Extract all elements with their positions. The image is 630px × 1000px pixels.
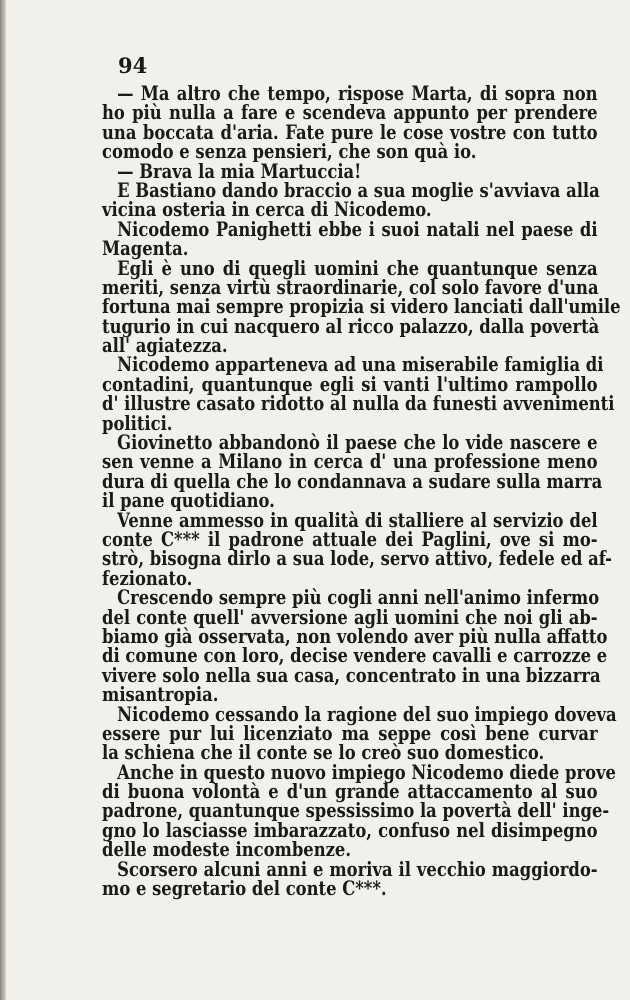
text-line: meriti, senza virtù straordinarie, col solo favore d'una bbox=[102, 275, 599, 299]
page-edge bbox=[0, 0, 6, 1000]
text-line: Anche in questo nuovo impiego Nicodemo diede prove bbox=[117, 760, 616, 784]
text-line: conte C*** il padrone attuale dei Paglini, ove si mo- bbox=[102, 527, 598, 551]
text-line: — Ma altro che tempo, rispose Marta, di sopra non bbox=[117, 82, 598, 105]
text-line: vicina osteria in cerca di Nicodemo. bbox=[102, 198, 432, 222]
text-line: dura di quella che lo condannava a sudare sulla marra bbox=[102, 469, 603, 493]
text-line: tugurio in cui nacquero al ricco palazzo, dalla povertà bbox=[102, 314, 600, 338]
body-text bbox=[102, 82, 621, 901]
text-line: biamo già osservata, non volendo aver più nulla affatto bbox=[102, 624, 608, 648]
text-line: Magenta. bbox=[102, 237, 189, 261]
text-line: politici. bbox=[102, 411, 173, 435]
text-line: Nicodemo apparteneva ad una miserabile famiglia di bbox=[117, 353, 604, 377]
text-line: all' agiatezza. bbox=[102, 334, 228, 358]
text-line: Egli è uno di quegli uomini che quantunque senza bbox=[117, 256, 598, 280]
text-line: vivere solo nella sua casa, concentrato in una bizzarra bbox=[102, 663, 601, 687]
text-line: contadini, quantunque egli si vanti l'ultimo rampollo bbox=[102, 372, 598, 396]
text-line: una boccata d'aria. Fate pure le cose vostre con tutto bbox=[102, 120, 598, 144]
text-line: d' illustre casato ridotto al nulla da funesti avvenimenti bbox=[102, 392, 615, 416]
text-line: essere pur lui licenziato ma seppe così bene curvar bbox=[102, 721, 598, 745]
text-line: fezionato. bbox=[102, 566, 193, 590]
text-line: ho più nulla a fare e scendeva appunto per prendere bbox=[102, 101, 598, 125]
text-line: mo e segretario del conte C***. bbox=[102, 877, 387, 901]
text-line: Crescendo sempre più cogli anni nell'animo infermo bbox=[117, 586, 600, 610]
text-line: la schiena che il conte se lo creò suo domestico. bbox=[102, 741, 545, 765]
text-line: il pane quotidiano. bbox=[102, 489, 275, 513]
text-line: padrone, quantunque spessissimo la povertà dell' inge- bbox=[102, 799, 610, 823]
text-line: di comune con loro, decise vendere cavalli e carrozze e bbox=[102, 644, 608, 668]
text-line: misantropia. bbox=[102, 683, 219, 707]
text-line: di buona volontà e d'un grande attaccamento al suo bbox=[102, 780, 598, 804]
text-line: Giovinetto abbandonò il paese che lo vide nascere e bbox=[117, 431, 598, 455]
text-line: comodo e senza pensieri, che son quà io. bbox=[102, 140, 477, 164]
page-number: 94 bbox=[118, 53, 148, 78]
text-line: del conte quell' avversione agli uomini che noi gli ab- bbox=[102, 605, 598, 629]
text-line: Nicodemo Panighetti ebbe i suoi natali nel paese di bbox=[117, 217, 598, 241]
text-line: Scorsero alcuni anni e moriva il vecchio maggiordo- bbox=[117, 857, 598, 881]
text-line: Venne ammesso in qualità di stalliere al servizio del bbox=[117, 508, 598, 532]
text-line: gno lo lasciasse imbarazzato, confuso nel disimpegno bbox=[102, 818, 598, 842]
text-line: — Brava la mia Martuccia! bbox=[117, 159, 362, 183]
text-line: sen venne a Milano in cerca d' una professione meno bbox=[102, 450, 598, 474]
text-line: fortuna mai sempre propizia si videro lanciati dall'umile bbox=[102, 295, 621, 319]
text-line: delle modeste incombenze. bbox=[102, 838, 352, 862]
text-line: Nicodemo cessando la ragione del suo impiego doveva bbox=[117, 702, 617, 726]
text-line: strò, bisogna dirlo a sua lode, servo attivo, fedele ed af- bbox=[102, 547, 612, 571]
text-line: E Bastiano dando braccio a sua moglie s'avviava alla bbox=[117, 178, 600, 202]
